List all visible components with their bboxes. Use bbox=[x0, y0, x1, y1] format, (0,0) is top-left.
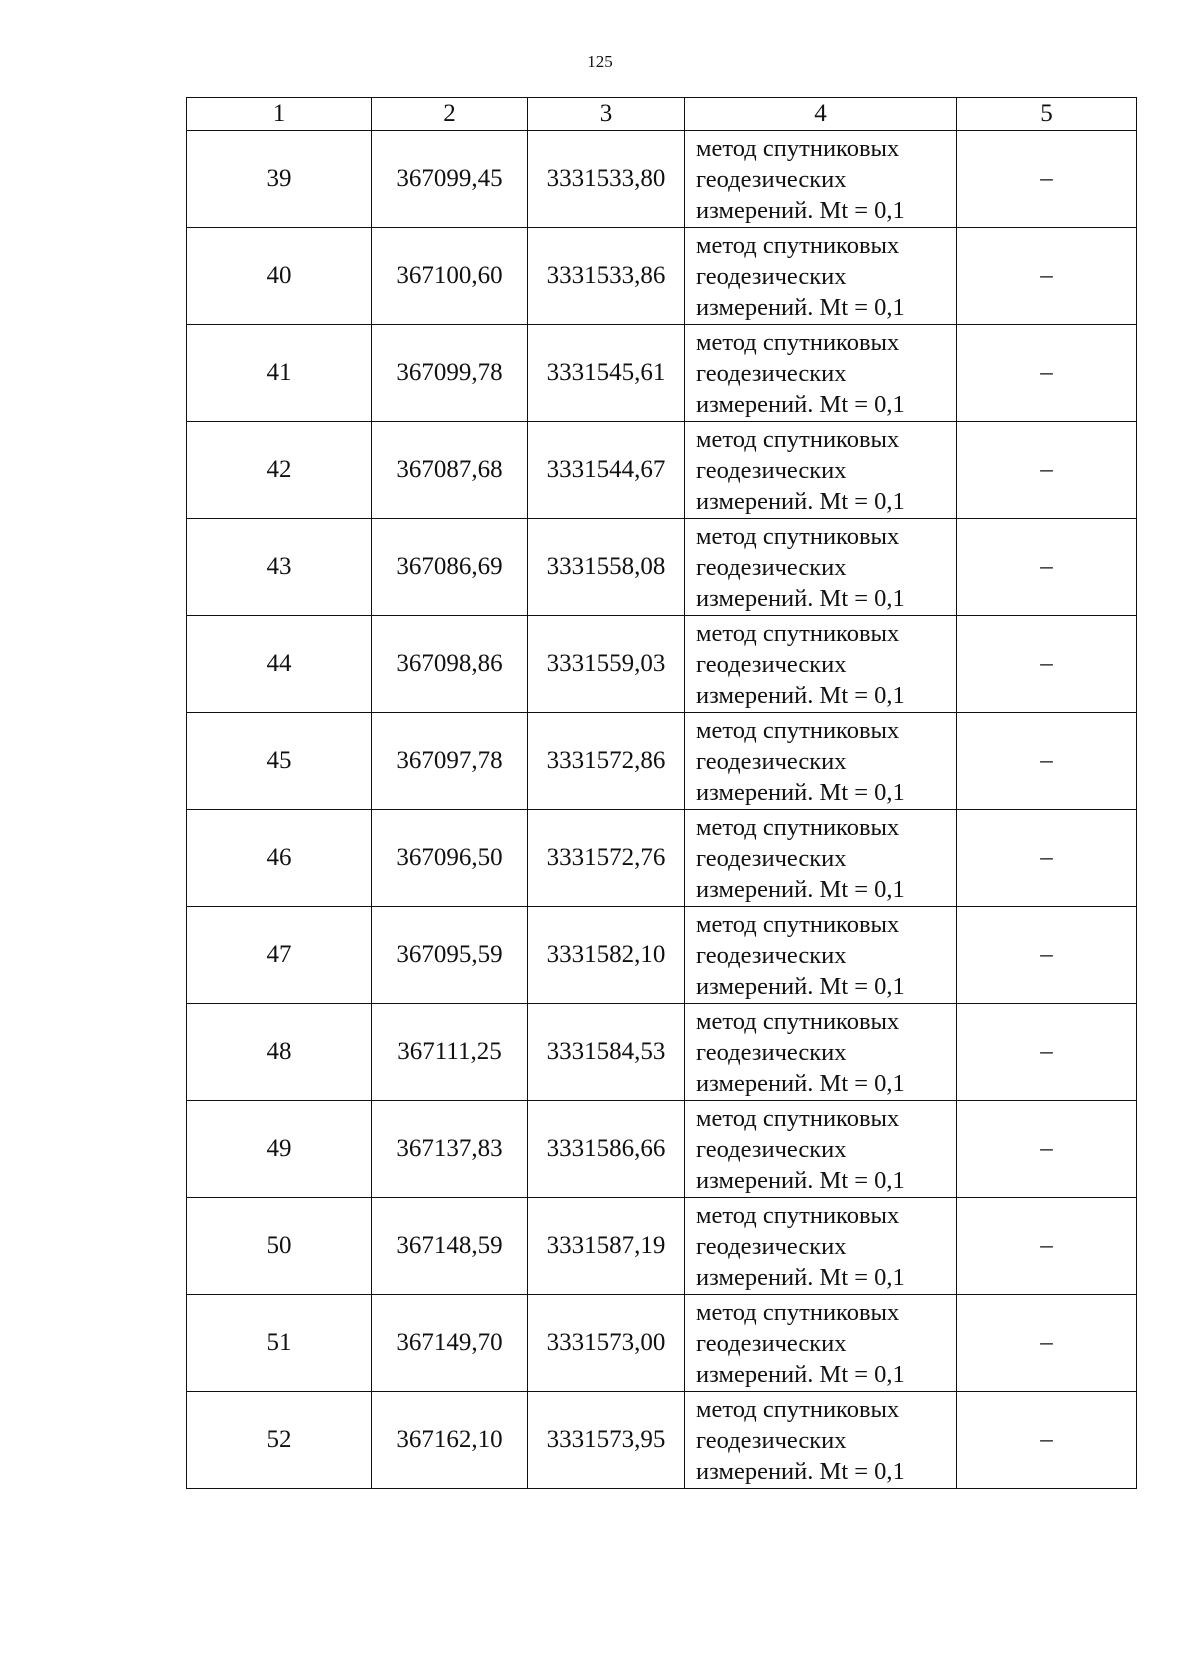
note-cell: – bbox=[957, 1392, 1137, 1489]
note-cell: – bbox=[957, 1004, 1137, 1101]
method-line: геодезических bbox=[696, 1426, 847, 1454]
coordinate-y-cell: 3331558,08 bbox=[528, 519, 685, 616]
table-row bbox=[187, 422, 1137, 519]
point-number-cell: 50 bbox=[187, 1198, 372, 1295]
page-number: 125 bbox=[587, 52, 613, 71]
note-cell: – bbox=[957, 228, 1137, 325]
point-number-cell: 42 bbox=[187, 422, 372, 519]
coordinate-y-cell: 3331587,19 bbox=[528, 1198, 685, 1295]
note-cell: – bbox=[957, 422, 1137, 519]
method-line: измерений. Mt = 0,1 bbox=[696, 1263, 905, 1291]
method-line: метод спутниковых bbox=[696, 231, 900, 259]
header-row bbox=[187, 98, 1137, 131]
coordinate-x-cell: 367137,83 bbox=[372, 1101, 528, 1198]
note-cell: – bbox=[957, 325, 1137, 422]
coordinate-y-cell: 3331572,76 bbox=[528, 810, 685, 907]
header-cell: 3 bbox=[528, 98, 685, 131]
method-line: геодезических bbox=[696, 456, 847, 484]
header-cell: 1 bbox=[187, 98, 372, 131]
coordinate-x-cell: 367149,70 bbox=[372, 1295, 528, 1392]
coordinate-x-cell: 367086,69 bbox=[372, 519, 528, 616]
note-cell: – bbox=[957, 1198, 1137, 1295]
coordinates-table bbox=[186, 97, 1137, 1489]
coordinate-y-cell: 3331573,00 bbox=[528, 1295, 685, 1392]
point-number-cell: 46 bbox=[187, 810, 372, 907]
table-row bbox=[187, 131, 1137, 228]
method-line: измерений. Mt = 0,1 bbox=[696, 293, 905, 321]
method-line: измерений. Mt = 0,1 bbox=[696, 1069, 905, 1097]
coordinate-x-cell: 367096,50 bbox=[372, 810, 528, 907]
note-cell: – bbox=[957, 713, 1137, 810]
coordinate-x-cell: 367099,45 bbox=[372, 131, 528, 228]
method-line: метод спутниковых bbox=[696, 522, 900, 550]
point-number-cell: 51 bbox=[187, 1295, 372, 1392]
coordinate-x-cell: 367111,25 bbox=[372, 1004, 528, 1101]
method-line: геодезических bbox=[696, 1232, 847, 1260]
point-number-cell: 52 bbox=[187, 1392, 372, 1489]
table-row bbox=[187, 713, 1137, 810]
method-cell bbox=[685, 1392, 957, 1489]
table-row bbox=[187, 907, 1137, 1004]
method-line: измерений. Mt = 0,1 bbox=[696, 778, 905, 806]
method-line: метод спутниковых bbox=[696, 1007, 900, 1035]
coordinate-x-cell: 367162,10 bbox=[372, 1392, 528, 1489]
method-line: геодезических bbox=[696, 941, 847, 969]
method-line: измерений. Mt = 0,1 bbox=[696, 584, 905, 612]
method-cell bbox=[685, 713, 957, 810]
point-number-cell: 43 bbox=[187, 519, 372, 616]
method-line: измерений. Mt = 0,1 bbox=[696, 1457, 905, 1485]
point-number-cell: 47 bbox=[187, 907, 372, 1004]
note-cell: – bbox=[957, 519, 1137, 616]
coordinate-y-cell: 3331582,10 bbox=[528, 907, 685, 1004]
method-line: геодезических bbox=[696, 1329, 847, 1357]
point-number-cell: 45 bbox=[187, 713, 372, 810]
method-line: геодезических bbox=[696, 262, 847, 290]
note-cell: – bbox=[957, 810, 1137, 907]
method-line: измерений. Mt = 0,1 bbox=[696, 1166, 905, 1194]
method-line: метод спутниковых bbox=[696, 1298, 900, 1326]
table-header bbox=[187, 98, 1137, 131]
point-number-cell: 44 bbox=[187, 616, 372, 713]
method-line: геодезических bbox=[696, 650, 847, 678]
method-line: метод спутниковых bbox=[696, 619, 900, 647]
method-cell bbox=[685, 131, 957, 228]
method-line: геодезических bbox=[696, 553, 847, 581]
point-number-cell: 40 bbox=[187, 228, 372, 325]
note-cell: – bbox=[957, 1295, 1137, 1392]
method-cell bbox=[685, 1101, 957, 1198]
coordinate-x-cell: 367087,68 bbox=[372, 422, 528, 519]
table-body bbox=[187, 131, 1137, 1489]
method-line: метод спутниковых bbox=[696, 1104, 900, 1132]
table-row bbox=[187, 1004, 1137, 1101]
method-line: измерений. Mt = 0,1 bbox=[696, 487, 905, 515]
coordinate-y-cell: 3331572,86 bbox=[528, 713, 685, 810]
method-line: измерений. Mt = 0,1 bbox=[696, 875, 905, 903]
table-row bbox=[187, 1198, 1137, 1295]
method-cell bbox=[685, 519, 957, 616]
table-row bbox=[187, 1295, 1137, 1392]
method-line: измерений. Mt = 0,1 bbox=[696, 681, 905, 709]
coordinate-y-cell: 3331584,53 bbox=[528, 1004, 685, 1101]
note-cell: – bbox=[957, 131, 1137, 228]
method-cell bbox=[685, 325, 957, 422]
table-row bbox=[187, 325, 1137, 422]
method-cell bbox=[685, 422, 957, 519]
point-number-cell: 39 bbox=[187, 131, 372, 228]
method-line: измерений. Mt = 0,1 bbox=[696, 390, 905, 418]
point-number-cell: 49 bbox=[187, 1101, 372, 1198]
table-row bbox=[187, 616, 1137, 713]
table-row bbox=[187, 1101, 1137, 1198]
coordinate-y-cell: 3331544,67 bbox=[528, 422, 685, 519]
coordinate-y-cell: 3331533,80 bbox=[528, 131, 685, 228]
method-line: метод спутниковых bbox=[696, 328, 900, 356]
method-line: метод спутниковых bbox=[696, 716, 900, 744]
method-line: геодезических bbox=[696, 844, 847, 872]
header-cell: 5 bbox=[957, 98, 1137, 131]
method-line: метод спутниковых bbox=[696, 813, 900, 841]
method-line: метод спутниковых bbox=[696, 425, 900, 453]
header-cell: 2 bbox=[372, 98, 528, 131]
method-cell bbox=[685, 616, 957, 713]
method-line: метод спутниковых bbox=[696, 1395, 900, 1423]
method-line: метод спутниковых bbox=[696, 1201, 900, 1229]
note-cell: – bbox=[957, 907, 1137, 1004]
method-cell bbox=[685, 907, 957, 1004]
table-row bbox=[187, 1392, 1137, 1489]
table-row bbox=[187, 228, 1137, 325]
point-number-cell: 41 bbox=[187, 325, 372, 422]
method-line: метод спутниковых bbox=[696, 134, 900, 162]
method-line: измерений. Mt = 0,1 bbox=[696, 1360, 905, 1388]
table-row bbox=[187, 519, 1137, 616]
method-cell bbox=[685, 1004, 957, 1101]
method-line: геодезических bbox=[696, 165, 847, 193]
method-line: измерений. Mt = 0,1 bbox=[696, 972, 905, 1000]
method-line: геодезических bbox=[696, 747, 847, 775]
coordinate-y-cell: 3331559,03 bbox=[528, 616, 685, 713]
coordinate-x-cell: 367098,86 bbox=[372, 616, 528, 713]
note-cell: – bbox=[957, 1101, 1137, 1198]
method-line: измерений. Mt = 0,1 bbox=[696, 196, 905, 224]
method-cell bbox=[685, 810, 957, 907]
coordinate-x-cell: 367148,59 bbox=[372, 1198, 528, 1295]
method-cell bbox=[685, 228, 957, 325]
method-line: геодезических bbox=[696, 359, 847, 387]
coordinate-y-cell: 3331573,95 bbox=[528, 1392, 685, 1489]
coordinate-x-cell: 367097,78 bbox=[372, 713, 528, 810]
point-number-cell: 48 bbox=[187, 1004, 372, 1101]
coordinate-x-cell: 367095,59 bbox=[372, 907, 528, 1004]
coordinate-x-cell: 367100,60 bbox=[372, 228, 528, 325]
method-line: геодезических bbox=[696, 1038, 847, 1066]
coordinate-x-cell: 367099,78 bbox=[372, 325, 528, 422]
header-cell: 4 bbox=[685, 98, 957, 131]
coordinate-y-cell: 3331533,86 bbox=[528, 228, 685, 325]
coordinate-y-cell: 3331545,61 bbox=[528, 325, 685, 422]
coordinate-y-cell: 3331586,66 bbox=[528, 1101, 685, 1198]
method-cell bbox=[685, 1295, 957, 1392]
method-line: метод спутниковых bbox=[696, 910, 900, 938]
note-cell: – bbox=[957, 616, 1137, 713]
table-row bbox=[187, 810, 1137, 907]
method-line: геодезических bbox=[696, 1135, 847, 1163]
method-cell bbox=[685, 1198, 957, 1295]
